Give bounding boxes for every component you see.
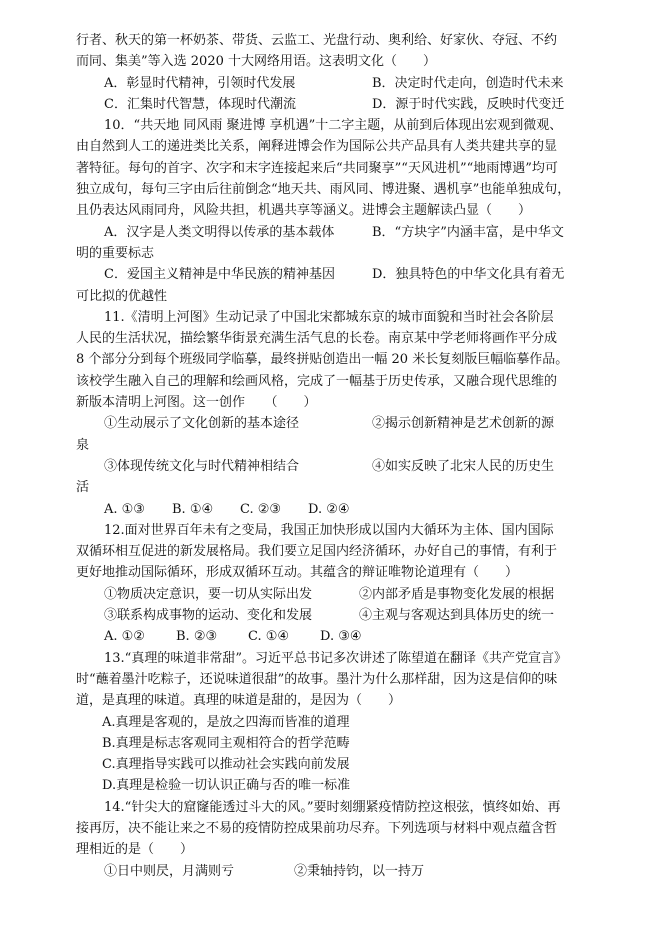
q11-stem-line: 人民的生活状况，描绘繁华街景充满生活气息的长卷。南京某中学老师将画作平分成 bbox=[76, 331, 558, 347]
q11-choice-c: C. ②③ bbox=[240, 501, 282, 517]
q9-option-c: C．汇集时代智慧，体现时代潮流 bbox=[104, 96, 296, 112]
q14-statements-row bbox=[76, 861, 596, 882]
q13-option-c: C.真理指导实践可以推动社会实践向前发展 bbox=[102, 757, 350, 773]
q10-stem-line: 著特征。每句的首字、次字和末字连接起来后“共同聚享”“天风进机”“地雨博遇”均可 bbox=[76, 160, 558, 176]
q12-choice-a: A. ①② bbox=[104, 629, 145, 645]
q9-option-b: B．决定时代走向，创造时代未来 bbox=[372, 75, 564, 91]
q12-statement-4: ④主观与客观达到具体历史的统一 bbox=[359, 608, 555, 624]
q9-text-line: 而同、集美”等入选 2020 十大网络用语。这表明文化（ ） bbox=[76, 54, 436, 70]
q10-stem-line: 且仍表达风雨同舟，风险共担，机遇共享等涵义。进博会主题解读凸显（ ） bbox=[76, 203, 532, 219]
q11-statement-2: ②揭示创新精神是艺术创新的源 bbox=[372, 416, 555, 432]
q12-statements-row bbox=[76, 605, 596, 626]
q10-stem-line: 由自然到人工的递进类比关系，阐释进博会作为国际公共产品具有人类共建共享的显 bbox=[76, 139, 558, 155]
q11-statement-1: ①生动展示了文化创新的基本途径 bbox=[104, 416, 300, 432]
q12-choices-row bbox=[76, 626, 596, 647]
q11-statements-row bbox=[76, 456, 596, 477]
q14-statement-2: ②秉轴持钧，以一持万 bbox=[294, 863, 425, 879]
q10-option-b-cont: 明的重要标志 bbox=[76, 245, 155, 261]
q13-stem-line: 13.“真理的味道非常甜”。习近平总书记多次讲述了陈望道在翻译《共产党宣言》 bbox=[104, 650, 567, 666]
q10-option-d-cont: 可比拟的优越性 bbox=[76, 288, 168, 304]
q10-option-a: A．汉字是人类文明得以传承的基本载体 bbox=[104, 224, 335, 240]
q9-option-d: D．源于时代实践，反映时代变迁 bbox=[372, 96, 565, 112]
q9-text-line: 行者、秋天的第一杯奶茶、带货、云监工、光盘行动、奥利给、好家伙、夺冠、不约 bbox=[76, 33, 558, 48]
q12-statements-row bbox=[76, 584, 596, 605]
q11-choice-d: D. ②④ bbox=[308, 501, 350, 517]
q13-stem-line: 道，是真理的味道。真理的味道是甜的，是因为（ ） bbox=[76, 693, 402, 709]
exam-page bbox=[76, 30, 596, 882]
q10-option-c: C．爱国主义精神是中华民族的精神基因 bbox=[104, 267, 335, 283]
q10-stem-line: 10．“共天地 同风雨 聚进博 享机遇”十二字主题，从前到后体现出宏观到微观、 bbox=[104, 118, 563, 134]
q11-choice-a: A. ①③ bbox=[104, 501, 145, 517]
q12-statement-1: ①物质决定意识，要一切从实际出发 bbox=[104, 586, 313, 602]
q11-statement-4-cont: 活 bbox=[76, 480, 90, 496]
q12-stem-line: 12.面对世界百年未有之变局，我国正加快形成以国内大循环为主体、国内国际 bbox=[104, 522, 554, 538]
q10-options-row bbox=[76, 222, 596, 243]
q12-choice-d: D. ③④ bbox=[320, 629, 362, 645]
q12-stem-line: 双循环相互促进的新发展格局。我们要立足国内经济循环，办好自己的事情，有利于 bbox=[76, 544, 558, 560]
q14-stem-line: 14.“针尖大的窟窿能透过斗大的风。”要时刻绷紧疫情防控这根弦，慎终如始、再 bbox=[104, 799, 561, 815]
q12-statement-2: ②内部矛盾是事物变化发展的根据 bbox=[359, 586, 555, 602]
q11-statement-3: ③体现传统文化与时代精神相结合 bbox=[104, 458, 300, 474]
q13-option-a: A.真理是客观的，是放之四海而皆准的道理 bbox=[102, 714, 350, 730]
q12-stem-line: 更好地推动国际循环，形成双循环互动。其蕴含的辩证唯物论道理有（ ） bbox=[76, 565, 519, 581]
q12-statement-3: ③联系构成事物的运动、变化和发展 bbox=[104, 608, 313, 624]
q9-options-row bbox=[76, 73, 596, 94]
q11-stem-line: 该校学生融入自己的理解和绘画风格，完成了一幅基于历史传承，又融合现代思维的 bbox=[76, 373, 558, 389]
q14-stem-line: 理相近的是（ ） bbox=[76, 842, 194, 858]
q11-statement-2-cont: 泉 bbox=[76, 437, 90, 453]
q11-stem-line: 11.《清明上河图》生动记录了中国北宋都城东京的城市面貌和当时社会各阶层 bbox=[104, 309, 554, 325]
q12-choice-c: C. ①④ bbox=[248, 629, 290, 645]
q11-stem-line: 新版本清明上河图。这一创作 （ ） bbox=[76, 395, 317, 411]
q10-option-d: D．独具特色的中华文化具有着无 bbox=[372, 267, 565, 283]
q10-options-row bbox=[76, 264, 596, 285]
q12-choice-b: B. ②③ bbox=[176, 629, 218, 645]
q11-stem-line: 8 个部分分到每个班级同学临摹，最终拼贴创造出一幅 20 米长复刻版巨幅临摹作品。 bbox=[76, 352, 569, 368]
q11-statement-4: ④如实反映了北宋人民的历史生 bbox=[372, 458, 555, 474]
q11-choice-b: B. ①④ bbox=[172, 501, 214, 517]
q13-stem-line: 时“蘸着墨汁吃粽子，还说味道很甜”的故事。墨汁为什么那样甜，因为这是信仰的味 bbox=[76, 671, 558, 687]
q14-statement-1: ①日中则昃，月满则亏 bbox=[104, 863, 235, 879]
q10-option-b: B．“方块字”内涵丰富，是中华文 bbox=[372, 224, 564, 240]
q10-stem-line: 独立成句，每句三字由后往前倒念“地天共、雨风同、博进聚、遇机享”也能单独成句， bbox=[76, 182, 571, 198]
q13-option-d: D.真理是检验一切认识正确与否的唯一标准 bbox=[102, 778, 351, 794]
q11-statements-row bbox=[76, 413, 596, 434]
q9-options-row bbox=[76, 94, 596, 115]
q9-option-a: A．彰显时代精神，引领时代发展 bbox=[104, 75, 296, 91]
q11-choices-row bbox=[76, 499, 596, 520]
q13-option-b: B.真理是标志客观同主观相符合的哲学范畴 bbox=[102, 735, 350, 751]
q14-stem-line: 接再厉，决不能让来之不易的疫情防控成果前功尽弃。下列选项与材料中观点蕴含哲 bbox=[76, 820, 558, 836]
